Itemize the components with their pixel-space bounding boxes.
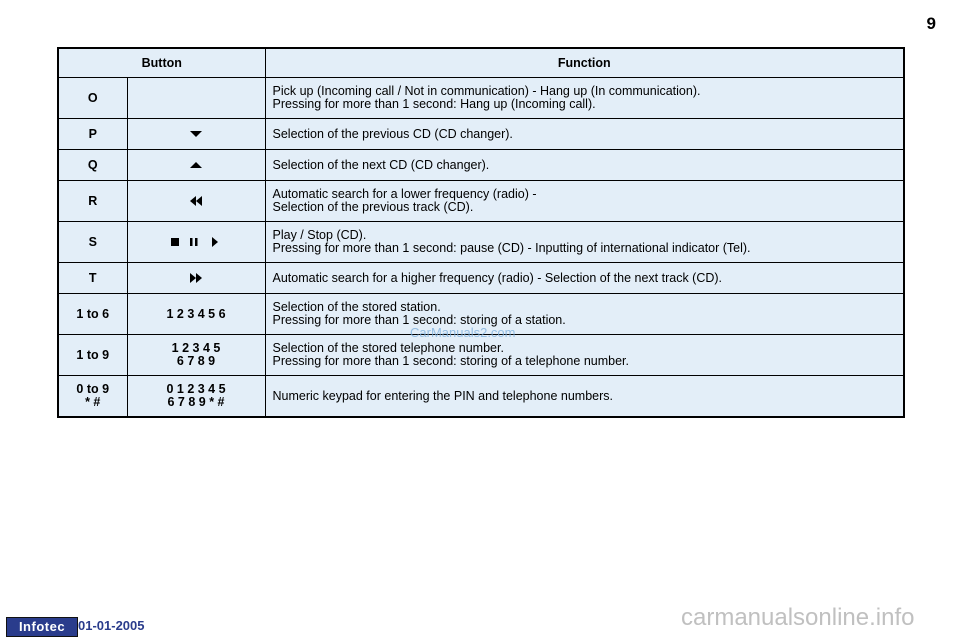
function-text: Selection of the next CD (CD changer). <box>265 150 904 181</box>
button-code: 1 to 9 <box>58 335 127 376</box>
function-line: Selection of the previous track (CD). <box>272 200 474 214</box>
function-line: Play / Stop (CD). <box>272 228 367 242</box>
symbol-line: 0 1 2 3 4 5 <box>166 382 226 396</box>
up-triangle-icon <box>190 161 202 169</box>
table-row <box>58 263 904 294</box>
button-code: P <box>58 119 127 150</box>
table-row <box>58 376 904 418</box>
function-text <box>265 78 904 119</box>
function-text: Numeric keypad for entering the PIN and telephone numbers. <box>265 376 904 418</box>
button-symbol <box>127 263 265 294</box>
table-row <box>58 119 904 150</box>
fast-forward-icon <box>189 273 203 283</box>
table-row <box>58 181 904 222</box>
down-triangle-icon <box>190 130 202 138</box>
button-symbol <box>127 222 265 263</box>
function-line: Pressing for more than 1 second: storing of a telephone number. <box>272 354 629 368</box>
button-symbol <box>127 119 265 150</box>
button-code <box>58 376 127 418</box>
function-line: Selection of the stored station. <box>272 300 441 314</box>
function-line: Selection of the stored telephone number. <box>272 341 504 355</box>
function-line: Pressing for more than 1 second: storing of a station. <box>272 313 566 327</box>
function-line: Pressing for more than 1 second: pause (CD) - Inputting of international indicator (Tel). <box>272 241 751 255</box>
button-code: 1 to 6 <box>58 294 127 335</box>
button-symbol <box>127 335 265 376</box>
function-line: Pressing for more than 1 second: Hang up (Incoming call). <box>272 97 596 111</box>
table-row <box>58 78 904 119</box>
button-code: R <box>58 181 127 222</box>
table-row <box>58 150 904 181</box>
button-function-table <box>57 47 905 418</box>
button-symbol <box>127 181 265 222</box>
button-symbol: 1 2 3 4 5 6 <box>127 294 265 335</box>
rewind-icon <box>189 196 203 206</box>
code-line: 0 to 9 <box>76 382 110 396</box>
button-symbol <box>127 150 265 181</box>
infotec-logo: Infotec <box>6 617 78 637</box>
symbol-line: 6 7 8 9 <box>176 354 216 368</box>
button-code: O <box>58 78 127 119</box>
function-text: Automatic search for a higher frequency (radio) - Selection of the next track (CD). <box>265 263 904 294</box>
code-line: * # <box>85 395 101 409</box>
symbol-line: 1 2 3 4 5 <box>171 341 221 355</box>
function-line: Pick up (Incoming call / Not in communication) - Hang up (In communication). <box>272 84 701 98</box>
function-text: Selection of the previous CD (CD changer). <box>265 119 904 150</box>
function-text <box>265 222 904 263</box>
watermark: CarManuals2.com <box>410 325 516 340</box>
page-number: 9 <box>926 14 936 33</box>
header-function: Function <box>265 48 904 78</box>
button-code: Q <box>58 150 127 181</box>
button-code: T <box>58 263 127 294</box>
button-symbol <box>127 78 265 119</box>
table-row <box>58 222 904 263</box>
function-text <box>265 181 904 222</box>
symbol-line: 6 7 8 9 * # <box>167 395 225 409</box>
button-symbol <box>127 376 265 418</box>
header-button: Button <box>58 48 265 78</box>
footer-date: 01-01-2005 <box>78 618 145 633</box>
footer-site-watermark: carmanualsonline.info <box>681 604 915 631</box>
function-line: Automatic search for a lower frequency (radio) - <box>272 187 537 201</box>
table-row <box>58 335 904 376</box>
stop-pause-play-icon <box>171 237 221 247</box>
function-text <box>265 294 904 335</box>
button-code: S <box>58 222 127 263</box>
function-text <box>265 335 904 376</box>
